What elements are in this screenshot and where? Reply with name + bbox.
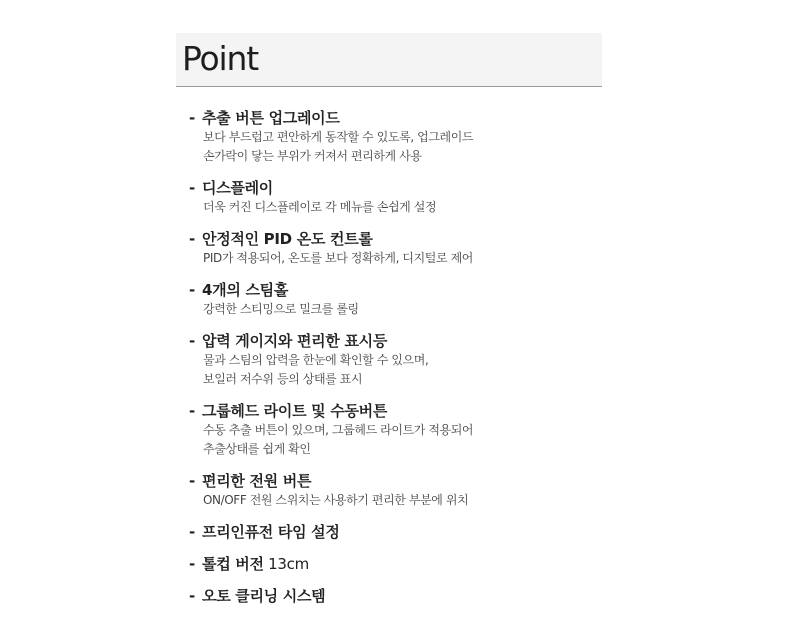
feature-title-text: 디스플레이 [202, 179, 273, 197]
feature-description-line: PID가 적용되어, 온도를 보다 정확하게, 디지털로 제어 [203, 251, 473, 265]
dash-bullet: - [189, 587, 195, 605]
feature-title-text: 편리한 전원 버튼 [202, 472, 312, 490]
feature-title-text: 오토 클리닝 시스템 [202, 587, 326, 605]
feature-item [189, 401, 599, 459]
feature-title-text: 압력 게이지와 편리한 표시등 [202, 332, 388, 350]
feature-title [189, 401, 599, 421]
feature-title-text: 톨컵 버전 [202, 555, 264, 573]
dash-bullet: - [189, 555, 195, 573]
feature-item [189, 522, 599, 542]
feature-title [189, 178, 599, 198]
feature-item [189, 331, 599, 389]
feature-item [189, 471, 599, 510]
feature-title [189, 471, 599, 491]
feature-list [189, 108, 599, 618]
feature-item [189, 586, 599, 606]
dash-bullet: - [189, 179, 195, 197]
dash-bullet: - [189, 281, 195, 299]
feature-description-line: 보다 부드럽고 편안하게 동작할 수 있도록, 업그레이드 [203, 130, 474, 144]
feature-description-line: ON/OFF 전원 스위치는 사용하기 편리한 부분에 위치 [203, 493, 469, 507]
feature-item [189, 280, 599, 319]
feature-description-line: 강력한 스티밍으로 밀크를 롤링 [203, 302, 359, 316]
feature-title [189, 586, 599, 606]
feature-description-line: 수동 추출 버튼이 있으며, 그룹헤드 라이트가 적용되어 [203, 423, 474, 437]
feature-title [189, 280, 599, 300]
feature-description-line: 추출상태를 쉽게 확인 [203, 442, 311, 456]
feature-title [189, 522, 599, 542]
feature-description-line: 더욱 커진 디스플레이로 각 메뉴를 손쉽게 설정 [203, 200, 437, 214]
feature-title-text: 4개의 스팀홀 [202, 281, 289, 299]
dash-bullet: - [189, 472, 195, 490]
dash-bullet: - [189, 402, 195, 420]
dash-bullet: - [189, 230, 195, 248]
section-title: Point [182, 39, 258, 78]
feature-description-line: 손가락이 닿는 부위가 커져서 편리하게 사용 [203, 149, 422, 163]
feature-title-text: 안정적인 PID 온도 컨트롤 [202, 230, 373, 248]
feature-item [189, 554, 599, 574]
product-points-section [176, 33, 602, 605]
feature-title [189, 554, 599, 574]
dash-bullet: - [189, 332, 195, 350]
feature-item [189, 229, 599, 268]
feature-title-text: 추출 버튼 업그레이드 [202, 109, 340, 127]
feature-item [189, 108, 599, 166]
feature-title-text: 그룹헤드 라이트 및 수동버튼 [202, 402, 388, 420]
section-header [176, 33, 602, 87]
feature-title [189, 108, 599, 128]
dash-bullet: - [189, 523, 195, 541]
feature-description-line: 물과 스팀의 압력을 한눈에 확인할 수 있으며, [203, 353, 429, 367]
feature-item [189, 178, 599, 217]
feature-title-size: 13cm [263, 555, 309, 573]
feature-title [189, 229, 599, 249]
feature-title [189, 331, 599, 351]
dash-bullet: - [189, 109, 195, 127]
feature-title-text: 프리인퓨전 타임 설정 [202, 523, 340, 541]
feature-description-line: 보일러 저수위 등의 상태를 표시 [203, 372, 363, 386]
